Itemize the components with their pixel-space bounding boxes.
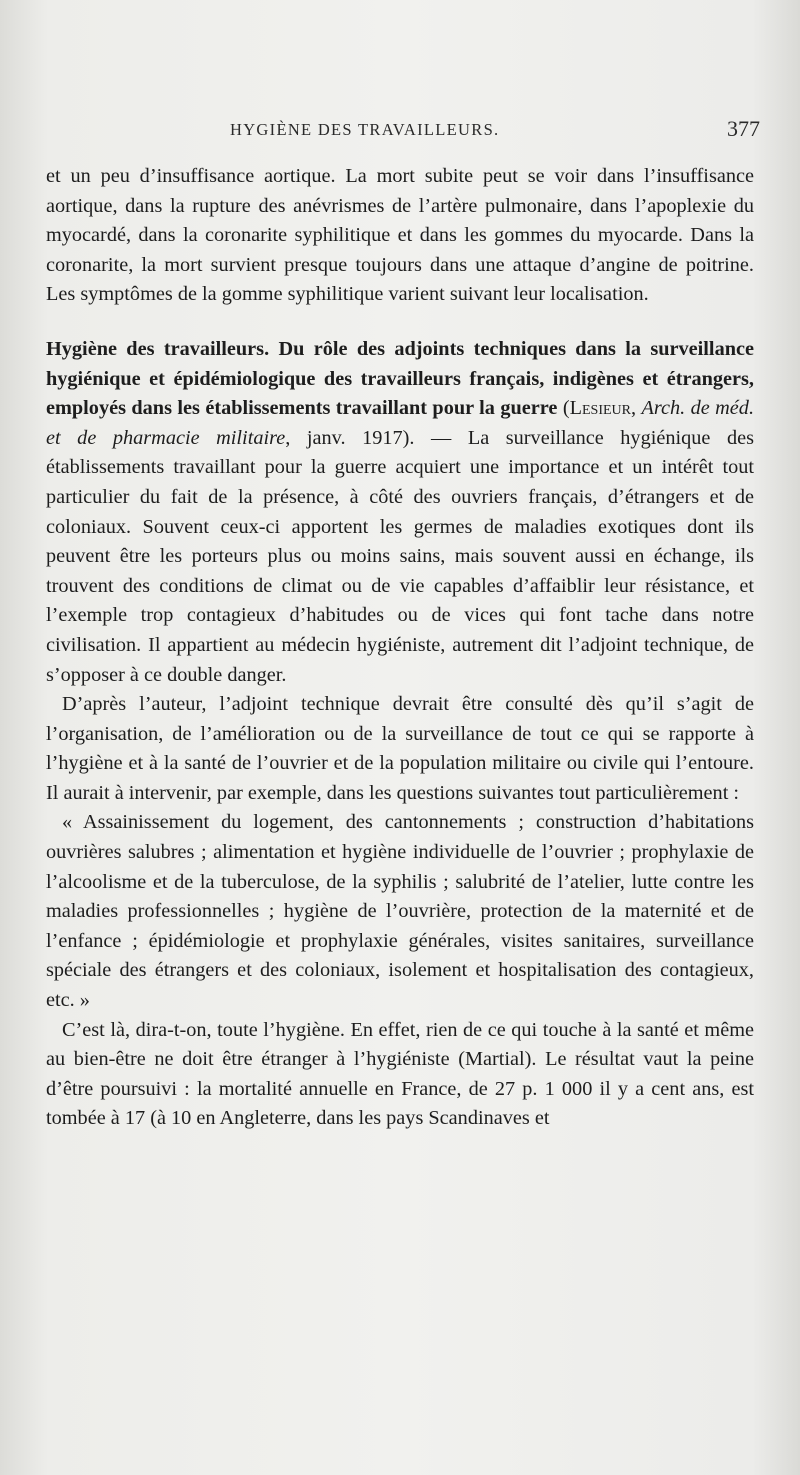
article-author: Lesieur [569, 397, 631, 420]
article-date: , janv. 1917). [285, 426, 415, 449]
article-entry [46, 335, 754, 690]
paragraph-conclusion: C’est là, dira-t-on, toute l’hygiène. En effet, rien de ce qui touche à la santé et même au bien-être ne doit être étranger à l’hygiéniste (Martial). Le résultat vaut la peine d’être poursuivi : la mortalité annuelle en France, de 27 p. 1 000 il y a cent ans, est tombée à 17 (à 10 en Angleterre, dans les pays Scandinaves et [46, 1018, 754, 1130]
paragraph-quotation: « Assainissement du logement, des cantonnements ; construction d’habitations ouvrières salubres ; alimentation et hygiène individuelle de l’ouvrier ; prophylaxie de l’alcoolisme et de la tuberculose, de la syphilis ; salubrité de l’atelier, lutte contre les maladies professionnelles ; hygiène de l’ouvrière, protection de la maternité et de l’enfance ; épidémiologie et prophylaxie générales, visites sanitaires, surveillance spéciale des étrangers et des coloniaux, isolement et hospitalisation des contagieux, etc. » [46, 811, 754, 1012]
article-title: Hygiène des travailleurs. Du rôle des adjoints techniques dans la surveillance hygiénique et épidémiologique des travailleurs français, indigènes et étrangers, employés dans les établissements travaillant pour la guerre [46, 337, 754, 420]
paragraph-author-view: D’après l’auteur, l’adjoint technique devrait être consulté dès qu’il s’agit de l’organisation, de l’amélioration ou de la surveillance de tout ce qui se rapporte à l’hygiène et à la santé de l’ouvrier et de la population militaire ou civile qui l’entoure. Il aurait à intervenir, par exemple, dans les questions suivantes tout particulièrement : [46, 693, 754, 804]
page-body [46, 162, 754, 1134]
article-text: — La surveillance hygiénique des établissements travaillant pour la guerre acquiert une importance et un intérêt tout particulier du fait de la présence, à côté des ouvriers français, d’étrangers et de coloniaux. Souvent ceux-ci apportent les germes de maladies exotiques dont ils peuvent être les porteurs plus ou moins sains, mais souvent aussi en échange, ils trouvent des conditions de climat ou de vie capables d’affaiblir leur résistance, et l’exemple trop contagieux d’habitudes ou de vices qui font tache dans notre civilisation. Il appartient au médecin hygiéniste, autrement dit l’adjoint technique, de s’opposer à ce double danger. [46, 426, 754, 686]
page-header [40, 118, 760, 142]
running-title: HYGIÈNE DES TRAVAILLEURS. [230, 120, 500, 139]
page-number: 377 [727, 116, 760, 141]
article-source: Arch. de méd. et de pharmacie militaire [46, 397, 755, 449]
article-open-paren: ( [557, 397, 570, 420]
article-comma: , [630, 397, 642, 420]
paragraph-continuation: et un peu d’insuffisance aortique. La mort subite peut se voir dans l’insuffisance aortique, dans la rupture des anévrismes de l’artère pulmonaire, dans l’apoplexie du myocardé, dans la coronarite syphilitique et dans les gommes du myocarde. Dans la coronarite, la mort survient presque toujours dans une attaque d’angine de poitrine. Les symptômes de la gomme syphilitique varient suivant leur localisation. [46, 165, 754, 306]
